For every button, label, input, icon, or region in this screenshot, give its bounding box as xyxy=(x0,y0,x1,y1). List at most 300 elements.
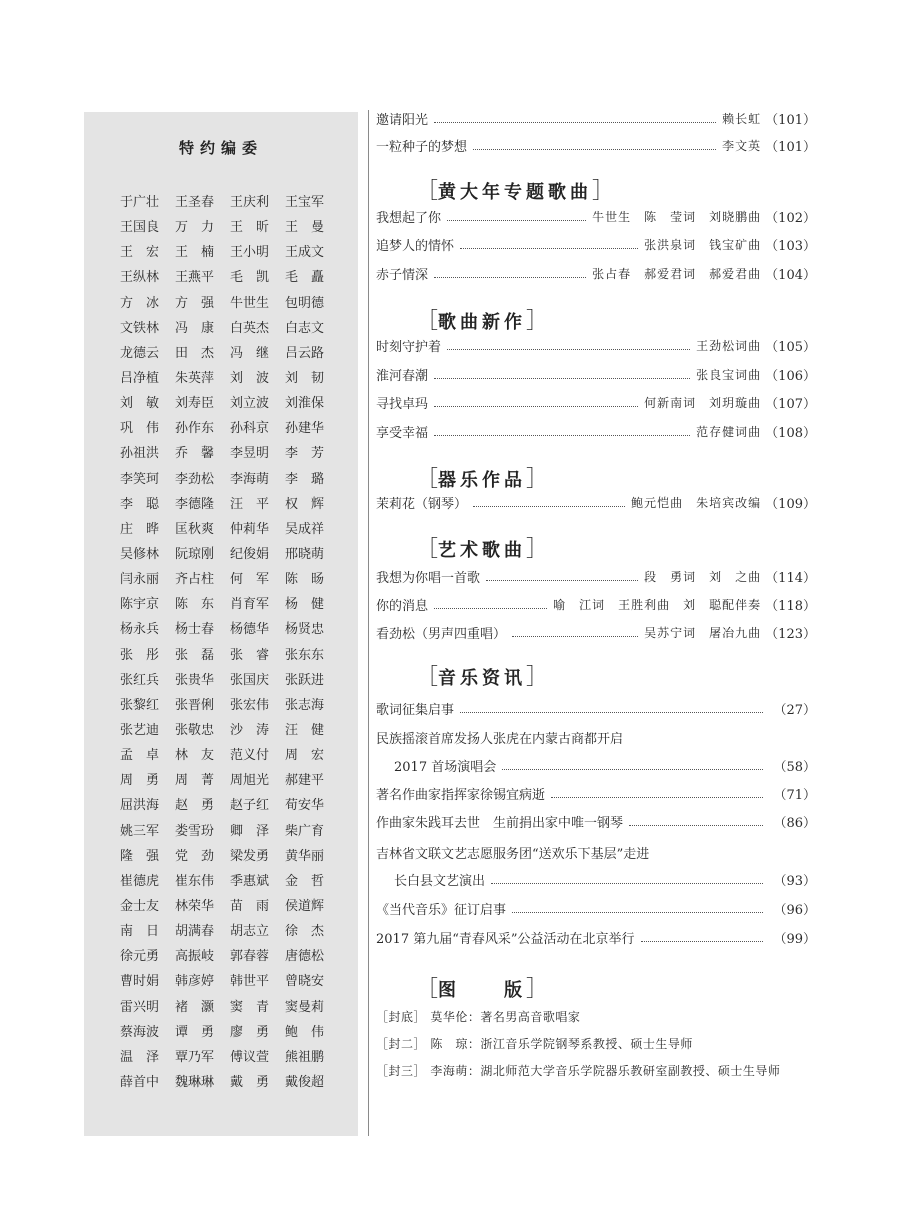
toc-entry xyxy=(376,697,816,719)
editor-name: 张红兵 xyxy=(120,672,160,688)
entry-title: 作曲家朱践耳去世 生前捐出家中唯一钢琴 xyxy=(376,815,624,831)
editor-name: 田 杰 xyxy=(175,345,215,361)
name-row xyxy=(120,364,340,389)
dot-leader xyxy=(551,797,763,798)
entry-title: 著名作曲家指挥家徐锡宜病逝 xyxy=(376,787,546,803)
entry-title: 2017 第九届“青春风采”公益活动在北京举行 xyxy=(376,931,635,947)
editor-name: 张 睿 xyxy=(230,647,270,663)
section-heading xyxy=(416,972,548,1003)
dot-leader xyxy=(434,608,547,609)
name-row xyxy=(120,213,340,238)
entry-title: 我想为你唱一首歌 xyxy=(376,570,481,586)
editor-name: 王宝军 xyxy=(285,195,325,211)
section-heading xyxy=(416,304,548,335)
dot-leader xyxy=(473,506,625,507)
editor-name: 薛首中 xyxy=(120,1074,160,1090)
toc-entry xyxy=(376,107,816,129)
editor-name: 褚 灏 xyxy=(175,999,215,1015)
dot-leader xyxy=(641,941,764,942)
editor-name: 匡秋爽 xyxy=(175,521,215,537)
entry-author: 鲍元恺曲 朱培宾改编 xyxy=(631,495,762,510)
entry-page: （106） xyxy=(765,368,816,384)
editor-name: 吕云路 xyxy=(285,345,325,361)
bracket-left: ［ xyxy=(416,467,439,492)
toc-entry xyxy=(376,810,816,832)
toc-entry xyxy=(376,205,816,227)
editor-name: 吴成祥 xyxy=(285,521,325,537)
editor-name: 徐 杰 xyxy=(285,924,325,940)
bracket-right: ］ xyxy=(526,467,549,492)
name-row xyxy=(120,993,340,1018)
dot-leader xyxy=(512,912,763,913)
name-row xyxy=(120,892,340,917)
editor-name: 王 宏 xyxy=(120,245,160,261)
editor-name: 雷兴明 xyxy=(120,999,160,1015)
section-heading-text: 歌曲新作 xyxy=(438,312,527,333)
editor-name: 李笑珂 xyxy=(120,471,160,487)
editor-name: 李海萌 xyxy=(230,471,270,487)
editor-name: 张跃进 xyxy=(285,672,325,688)
entry-title: 《当代音乐》征订启事 xyxy=(376,902,507,918)
editor-name: 隆 强 xyxy=(120,848,160,864)
editor-name: 覃乃军 xyxy=(175,1049,215,1065)
editor-name: 毛 矗 xyxy=(285,270,325,286)
entry-page: （109） xyxy=(765,496,816,512)
bracket-right: ］ xyxy=(526,309,549,334)
editor-name: 毛 凯 xyxy=(230,270,270,286)
dot-leader xyxy=(460,712,763,713)
entry-author: 张良宝词曲 xyxy=(696,367,762,382)
name-row xyxy=(120,817,340,842)
entry-page: （101） xyxy=(765,112,816,128)
bracket-left: ［ xyxy=(416,309,439,334)
entry-page: （108） xyxy=(765,425,816,441)
editor-name: 戴 勇 xyxy=(230,1074,270,1090)
editorial-board-title: 特约编委 xyxy=(178,139,263,157)
entry-page: （118） xyxy=(765,598,816,614)
entry-title: 茉莉花（钢琴） xyxy=(376,496,468,512)
name-row xyxy=(120,1043,340,1068)
editor-name: 温 泽 xyxy=(120,1049,160,1065)
editor-name: 阮琼刚 xyxy=(175,547,215,563)
toc-entry xyxy=(376,334,816,356)
editor-name: 刘淮保 xyxy=(285,396,325,412)
name-row xyxy=(120,540,340,565)
editor-name: 纪俊娟 xyxy=(230,547,270,563)
entry-page: （96） xyxy=(773,902,816,918)
editor-name: 郭春蓉 xyxy=(230,949,270,965)
bracket-left: ［ xyxy=(416,977,439,1002)
editor-name: 苗 雨 xyxy=(230,899,270,914)
editor-name: 张志海 xyxy=(285,697,325,713)
name-row xyxy=(120,716,340,741)
plate-text: 李海萌：湖北师范大学音乐学院器乐教研室副教授、硕士生导师 xyxy=(430,1064,781,1078)
editor-name: 孟 卓 xyxy=(120,748,160,764)
editor-name: 金 哲 xyxy=(285,873,325,889)
editor-name: 杨永兵 xyxy=(120,622,160,638)
editor-name: 龙德云 xyxy=(120,345,160,361)
editor-name: 窦曼莉 xyxy=(285,999,325,1015)
entry-title: 赤子情深 xyxy=(376,267,429,283)
editor-name: 屈洪海 xyxy=(120,798,160,814)
editor-name: 李 芳 xyxy=(285,446,325,462)
editor-name: 曹时娟 xyxy=(120,974,160,990)
name-row xyxy=(120,942,340,967)
name-row xyxy=(120,842,340,867)
entry-author: 吴苏宁词 屠冶九曲 xyxy=(644,625,762,640)
entry-author: 王劲松词曲 xyxy=(696,338,762,353)
toc-entry xyxy=(376,782,816,804)
entry-page: （114） xyxy=(765,570,816,586)
editor-name: 柴广育 xyxy=(285,823,325,839)
entry-title: 时刻守护着 xyxy=(376,339,442,355)
editor-name: 梁发勇 xyxy=(230,848,270,864)
editor-name: 文铁林 xyxy=(120,320,160,336)
news-line: 吉林省文联文艺志愿服务团“送欢乐下基层”走进 xyxy=(376,847,650,862)
editor-name: 廖 勇 xyxy=(230,1024,270,1040)
entry-author: 张占春 郝爱君词 郝爱君曲 xyxy=(592,266,762,281)
dot-leader xyxy=(434,435,690,436)
editor-name: 陈 旸 xyxy=(285,572,325,588)
bracket-right: ］ xyxy=(526,977,549,1002)
entry-page: （86） xyxy=(773,815,816,831)
editor-name: 张国庆 xyxy=(230,672,270,688)
editor-name: 王 曼 xyxy=(285,220,325,236)
editor-name: 陈 东 xyxy=(175,597,215,613)
editor-name: 周 宏 xyxy=(285,748,325,764)
plate-entry xyxy=(376,1062,780,1079)
plate-label: ［封三］ xyxy=(376,1064,427,1078)
dot-leader xyxy=(486,580,638,581)
entry-author: 范存健词曲 xyxy=(696,424,762,439)
editor-name: 孙作东 xyxy=(175,421,215,437)
editor-name: 赵 勇 xyxy=(175,798,215,814)
editor-name: 曾晓安 xyxy=(285,974,325,990)
name-row xyxy=(120,414,340,439)
editor-name: 林荣华 xyxy=(175,899,215,914)
editor-name: 万 力 xyxy=(175,220,215,236)
editor-name: 刘 波 xyxy=(230,371,270,387)
toc-entry xyxy=(376,262,816,284)
editor-name: 刘 敏 xyxy=(120,396,160,412)
editor-name: 熊祖鹏 xyxy=(285,1049,325,1065)
dot-leader xyxy=(434,122,716,123)
editor-name: 窦 青 xyxy=(230,999,270,1015)
editor-name: 张 磊 xyxy=(175,647,215,663)
editor-name: 荀安华 xyxy=(285,798,325,814)
editor-name: 李 聪 xyxy=(120,496,160,512)
entry-title: 你的消息 xyxy=(376,598,429,614)
editor-name: 周 勇 xyxy=(120,773,160,789)
editor-name: 齐占柱 xyxy=(175,572,215,588)
editor-name: 陈宇京 xyxy=(120,597,160,613)
name-row xyxy=(120,917,340,942)
editor-name: 金士友 xyxy=(120,899,160,914)
bracket-right: ］ xyxy=(526,665,549,690)
entry-title: 长白县文艺演出 xyxy=(394,873,486,889)
entry-title: 看劲松（男声四重唱） xyxy=(376,626,507,642)
editor-name: 姚三军 xyxy=(120,823,160,839)
bracket-left: ［ xyxy=(416,179,439,204)
entry-author: 段 勇词 刘 之曲 xyxy=(644,569,762,584)
editor-name: 李劲松 xyxy=(175,471,215,487)
editor-name: 魏琳琳 xyxy=(175,1074,215,1090)
editor-name: 朱英萍 xyxy=(175,371,215,387)
editor-name: 白英杰 xyxy=(230,320,270,336)
entry-title: 2017 首场演唱会 xyxy=(394,759,497,775)
entry-page: （104） xyxy=(765,267,816,283)
editor-name: 高振岐 xyxy=(175,949,215,965)
editor-name: 南 日 xyxy=(120,924,160,940)
bracket-right: ］ xyxy=(526,537,549,562)
name-row xyxy=(120,289,340,314)
name-row xyxy=(120,238,340,263)
editor-name: 方 强 xyxy=(175,295,215,311)
section-heading-text: 图 版 xyxy=(438,980,527,1001)
toc-entry xyxy=(376,134,816,156)
editor-name: 戴俊超 xyxy=(285,1074,325,1090)
column-divider xyxy=(368,110,369,1136)
editor-name: 王小明 xyxy=(230,245,270,261)
editor-name: 崔德虎 xyxy=(120,873,160,889)
dot-leader xyxy=(434,277,586,278)
editor-name: 杨贤忠 xyxy=(285,622,325,638)
news-line: 民族摇滚首席发扬人张虎在内蒙古商都开启 xyxy=(376,732,624,747)
section-heading-text: 器乐作品 xyxy=(438,470,527,491)
dot-leader xyxy=(434,378,690,379)
editor-name: 林 友 xyxy=(175,748,215,764)
toc-entry xyxy=(376,420,816,442)
toc-entry xyxy=(376,233,816,255)
editor-name: 谭 勇 xyxy=(175,1024,215,1040)
editor-name: 吕净植 xyxy=(120,371,160,387)
editor-name: 卿 泽 xyxy=(230,823,270,839)
toc-entry xyxy=(376,491,816,513)
editor-name: 王燕平 xyxy=(175,270,215,286)
entry-page: （107） xyxy=(765,396,816,412)
editor-name: 孙祖洪 xyxy=(120,446,160,462)
name-row xyxy=(120,766,340,791)
editor-name: 肖育军 xyxy=(230,597,270,613)
name-row xyxy=(120,314,340,339)
editor-name: 季惠斌 xyxy=(230,873,270,889)
name-row xyxy=(120,791,340,816)
toc-entry xyxy=(376,391,816,413)
editor-name: 权 辉 xyxy=(285,496,325,512)
editor-name: 张晋俐 xyxy=(175,697,215,713)
editor-name: 邢晓萌 xyxy=(285,547,325,563)
section-heading xyxy=(416,532,548,563)
entry-page: （103） xyxy=(765,238,816,254)
editor-name: 郝建平 xyxy=(285,773,325,789)
entry-page: （58） xyxy=(773,759,816,775)
editorial-board-names xyxy=(120,188,340,1093)
editor-name: 方 冰 xyxy=(120,295,160,311)
plate-text: 陈 琼：浙江音乐学院钢琴系教授、硕士生导师 xyxy=(430,1037,693,1051)
dot-leader xyxy=(447,349,690,350)
dot-leader xyxy=(629,825,763,826)
editor-name: 吴修林 xyxy=(120,547,160,563)
toc-entry xyxy=(394,754,816,776)
editor-name: 汪 平 xyxy=(230,496,270,512)
entry-page: （71） xyxy=(773,787,816,803)
editor-name: 王 昕 xyxy=(230,220,270,236)
name-row xyxy=(120,439,340,464)
name-row xyxy=(120,641,340,666)
editor-name: 唐德松 xyxy=(285,949,325,965)
editor-name: 张黎红 xyxy=(120,697,160,713)
entry-page: （102） xyxy=(765,210,816,226)
editor-name: 张艺迪 xyxy=(120,723,160,739)
editor-name: 胡志立 xyxy=(230,924,270,940)
editor-name: 张宏伟 xyxy=(230,697,270,713)
editor-name: 杨士春 xyxy=(175,622,215,638)
entry-title: 一粒种子的梦想 xyxy=(376,139,468,155)
toc-entry xyxy=(394,868,816,890)
editor-name: 刘 韧 xyxy=(285,371,325,387)
name-row xyxy=(120,967,340,992)
section-heading xyxy=(416,174,614,205)
name-row xyxy=(120,666,340,691)
editor-name: 韩世平 xyxy=(230,974,270,990)
editor-name: 包明德 xyxy=(285,295,325,311)
editor-name: 冯 继 xyxy=(230,345,270,361)
entry-author: 李文英 xyxy=(722,138,762,153)
editor-name: 侯道辉 xyxy=(285,899,325,914)
editor-name: 仲莉华 xyxy=(230,521,270,537)
dot-leader xyxy=(460,248,638,249)
entry-title: 享受幸福 xyxy=(376,425,429,441)
editor-name: 闫永丽 xyxy=(120,572,160,588)
section-heading-text: 艺术歌曲 xyxy=(438,540,527,561)
toc-entry xyxy=(376,926,816,948)
name-row xyxy=(120,465,340,490)
editor-name: 傅议萱 xyxy=(230,1049,270,1065)
dot-leader xyxy=(512,636,638,637)
editor-name: 巩 伟 xyxy=(120,421,160,437)
editor-name: 杨德华 xyxy=(230,622,270,638)
editor-name: 张东东 xyxy=(285,647,325,663)
plate-entry xyxy=(376,1035,693,1052)
entry-title: 寻找卓玛 xyxy=(376,396,429,412)
name-row xyxy=(120,389,340,414)
section-heading xyxy=(416,462,548,493)
name-row xyxy=(120,615,340,640)
entry-author: 赖长虹 xyxy=(722,111,762,126)
entry-page: （27） xyxy=(773,702,816,718)
toc-entry xyxy=(376,565,816,587)
bracket-left: ［ xyxy=(416,665,439,690)
entry-page: （99） xyxy=(773,931,816,947)
editor-name: 崔东伟 xyxy=(175,873,215,889)
editor-name: 于广壮 xyxy=(120,195,160,211)
entry-title: 邀请阳光 xyxy=(376,112,429,128)
entry-title: 我想起了你 xyxy=(376,210,442,226)
editor-name: 黄华丽 xyxy=(285,848,325,864)
toc-entry xyxy=(376,897,816,919)
editor-name: 李昱明 xyxy=(230,446,270,462)
entry-title: 歌词征集启事 xyxy=(376,702,455,718)
editor-name: 韩彦婷 xyxy=(175,974,215,990)
editor-name: 鲍 伟 xyxy=(285,1024,325,1040)
editor-name: 乔 馨 xyxy=(175,446,215,462)
toc-entry xyxy=(376,363,816,385)
entry-page: （101） xyxy=(765,139,816,155)
name-row xyxy=(120,515,340,540)
editor-name: 范义付 xyxy=(230,748,270,764)
entry-page: （105） xyxy=(765,339,816,355)
name-row xyxy=(120,1068,340,1093)
name-row xyxy=(120,263,340,288)
plate-entry xyxy=(376,1008,580,1025)
name-row xyxy=(120,691,340,716)
entry-author: 何新南词 刘玥璇曲 xyxy=(644,395,762,410)
editor-name: 王纵林 xyxy=(120,270,160,286)
editor-name: 庄 晔 xyxy=(120,521,160,537)
section-heading-text: 音乐资讯 xyxy=(438,668,527,689)
name-row xyxy=(120,1018,340,1043)
editor-name: 何 军 xyxy=(230,572,270,588)
editor-name: 李德隆 xyxy=(175,496,215,512)
entry-title: 追梦人的情怀 xyxy=(376,238,455,254)
editor-name: 汪 健 xyxy=(285,723,325,739)
plate-label: ［封底］ xyxy=(376,1010,427,1024)
editor-name: 周 菁 xyxy=(175,773,215,789)
toc-entry xyxy=(376,593,816,615)
bracket-right: ］ xyxy=(592,179,615,204)
entry-author: 喻 江词 王胜利曲 刘 聪配伴奏 xyxy=(553,597,762,612)
editor-name: 孙建华 xyxy=(285,421,325,437)
editor-name: 张敬忠 xyxy=(175,723,215,739)
dot-leader xyxy=(447,220,586,221)
name-row xyxy=(120,490,340,515)
editor-name: 刘寿臣 xyxy=(175,396,215,412)
editor-name: 张贵华 xyxy=(175,672,215,688)
editor-name: 王圣春 xyxy=(175,195,215,211)
editor-name: 赵子红 xyxy=(230,798,270,814)
editor-name: 杨 健 xyxy=(285,597,325,613)
editor-name: 王国良 xyxy=(120,220,160,236)
editor-name: 孙科京 xyxy=(230,421,270,437)
section-heading-text: 黄大年专题歌曲 xyxy=(438,182,593,203)
editor-name: 徐元勇 xyxy=(120,949,160,965)
name-row xyxy=(120,339,340,364)
bracket-left: ［ xyxy=(416,537,439,562)
editor-name: 李 璐 xyxy=(285,471,325,487)
editor-name: 张 彤 xyxy=(120,647,160,663)
name-row xyxy=(120,590,340,615)
dot-leader xyxy=(473,149,716,150)
plate-text: 莫华伦：著名男高音歌唱家 xyxy=(430,1010,581,1024)
plate-label: ［封二］ xyxy=(376,1037,427,1051)
editor-name: 刘立波 xyxy=(230,396,270,412)
dot-leader xyxy=(502,769,763,770)
entry-author: 张洪泉词 钱宝矿曲 xyxy=(644,237,762,252)
name-row xyxy=(120,867,340,892)
name-row xyxy=(120,741,340,766)
dot-leader xyxy=(434,406,638,407)
entry-author: 牛世生 陈 莹词 刘晓鹏曲 xyxy=(592,209,762,224)
editor-name: 蔡海波 xyxy=(120,1024,160,1040)
name-row xyxy=(120,188,340,213)
editor-name: 白志文 xyxy=(285,320,325,336)
editor-name: 党 劲 xyxy=(175,848,215,864)
section-heading xyxy=(416,660,548,691)
dot-leader xyxy=(491,883,763,884)
entry-page: （93） xyxy=(773,873,816,889)
editor-name: 周旭光 xyxy=(230,773,270,789)
entry-title: 淮河春潮 xyxy=(376,368,429,384)
